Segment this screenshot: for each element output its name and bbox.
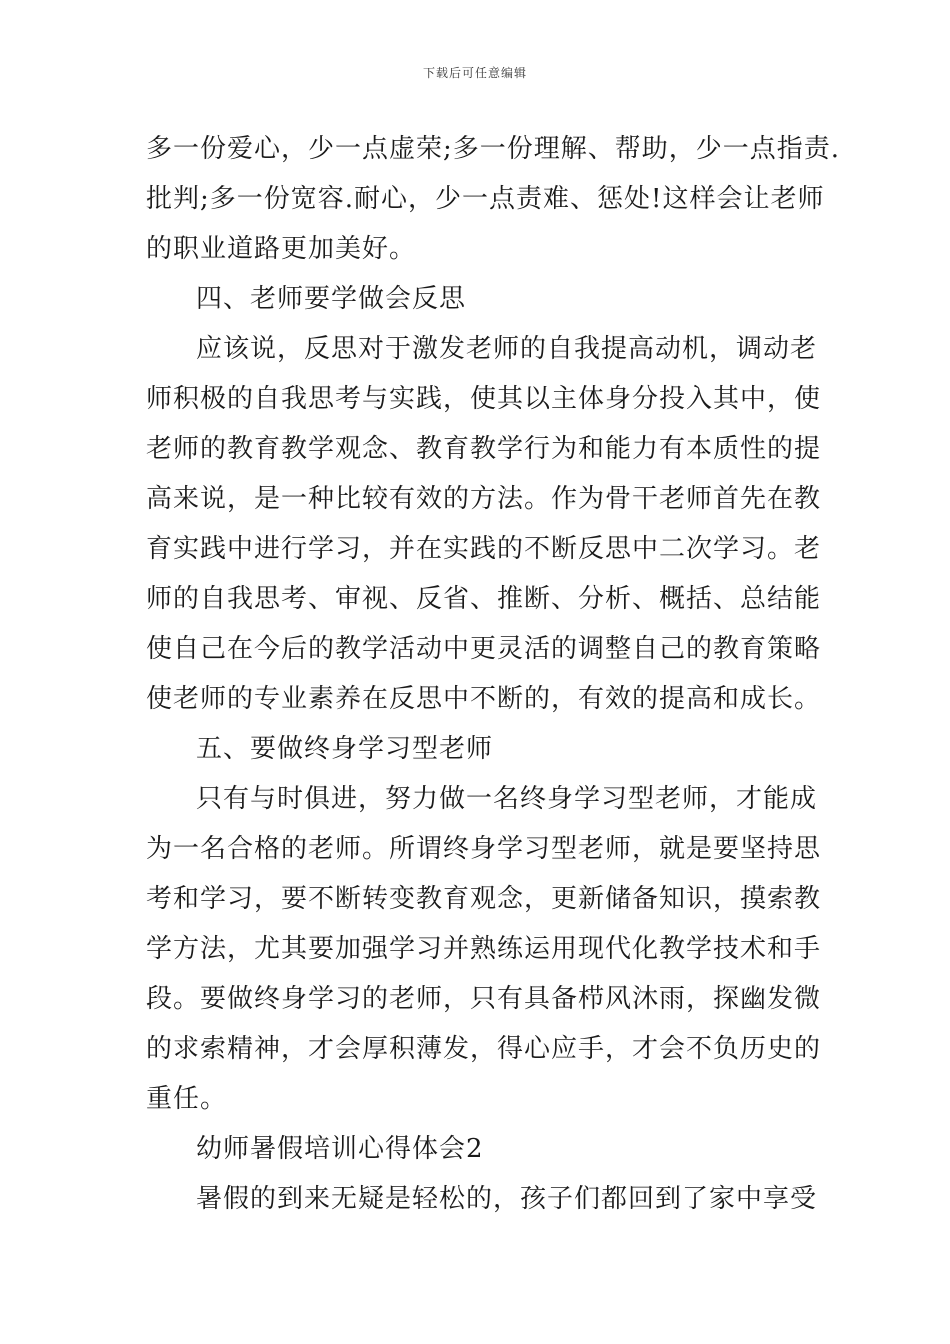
text-line: 的职业道路更加美好。 — [146, 234, 417, 264]
text-line: 老师的教育教学观念、教育教学行为和能力有本质性的提 — [146, 434, 822, 464]
page-header-note: 下载后可任意编辑 — [422, 66, 527, 80]
text-line: 段。要做终身学习的老师，只有具备栉风沐雨，探幽发微 — [146, 984, 822, 1014]
text-line: 育实践中进行学习，并在实践的不断反思中二次学习。老 — [146, 534, 822, 564]
text-line: 师积极的自我思考与实践，使其以主体身分投入其中，使 — [146, 384, 822, 414]
text-line: 使自己在今后的教学活动中更灵活的调整自己的教育策略 — [146, 634, 822, 664]
section-heading: 五、要做终身学习型老师 — [196, 734, 494, 764]
text-line: 只有与时俱进，努力做一名终身学习型老师，才能成 — [196, 784, 818, 814]
document-body — [146, 124, 841, 1224]
text-line: 高来说，是一种比较有效的方法。作为骨干老师首先在教 — [146, 484, 822, 514]
text-line: 使老师的专业素养在反思中不断的，有效的提高和成长。 — [146, 684, 822, 714]
text-line: 考和学习，要不断转变教育观念，更新储备知识，摸索教 — [146, 884, 822, 914]
text-line: 应该说，反思对于激发老师的自我提高动机，调动老 — [196, 334, 818, 364]
text-line: 暑假的到来无疑是轻松的，孩子们都回到了家中享受 — [196, 1184, 818, 1214]
text-line: 学方法，尤其要加强学习并熟练运用现代化教学技术和手 — [146, 934, 822, 964]
text-line: 多一份爱心，少一点虚荣;多一份理解、帮助，少一点指责. — [146, 134, 841, 164]
text-line: 批判;多一份宽容.耐心，少一点责难、惩处!这样会让老师 — [146, 184, 825, 214]
text-line: 的求索精神，才会厚积薄发，得心应手，才会不负历史的 — [146, 1034, 822, 1064]
text-line: 师的自我思考、审视、反省、推断、分析、概括、总结能 — [146, 584, 822, 614]
article-title: 幼师暑假培训心得体会2 — [196, 1134, 484, 1164]
section-heading: 四、老师要学做会反思 — [196, 284, 467, 314]
text-line: 重任。 — [146, 1084, 228, 1114]
text-line: 为一名合格的老师。所谓终身学习型老师，就是要坚持思 — [146, 834, 822, 864]
